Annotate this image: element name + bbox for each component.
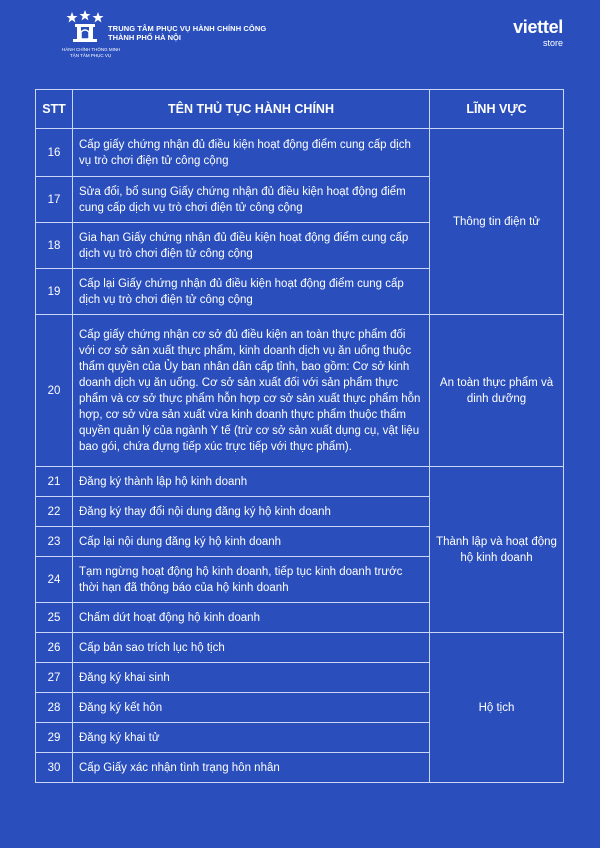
table-row [36, 633, 564, 663]
row-number: 17 [36, 177, 73, 223]
procedure-name: Cấp giấy chứng nhận đủ điều kiện hoạt động điểm cung cấp dịch vụ trò chơi điện tử công cộng [73, 129, 430, 177]
org-name-line1: TRUNG TÂM PHỤC VỤ HÀNH CHÍNH CÔNG [108, 24, 267, 33]
tagline-line1: HÀNH CHÍNH THÔNG MINH [62, 47, 121, 52]
table-header-row [36, 90, 564, 129]
procedure-name: Cấp Giấy xác nhận tình trạng hôn nhân [73, 753, 430, 783]
procedure-name: Đăng ký khai tử [73, 723, 430, 753]
tagline-line2: TẬN TÂM PHỤC VỤ [70, 53, 112, 58]
procedure-name: Cấp giấy chứng nhận cơ sở đủ điều kiện an toàn thực phẩm đối với cơ sở sản xuất thực phẩm, kinh doanh dịch vụ ăn uống thuộc thẩm quyền của Ủy ban nhân dân cấp tỉnh, bao gồm: Cơ sở kinh doanh dịch vụ ăn uống. Cơ sở sản xuất đối với sản phẩm thực phẩm và cơ sở thực phẩm hỗn hợp cơ sở sản xuất thực phẩm hỗn hợp, cơ sở vừa sản xuất vừa kinh doanh thực phẩm thuộc thẩm quyền quản lý của ngành Y tế (trừ cơ sở sản xuất dụng cụ, vật liệu bao gói, chứa đựng tiếp xúc trực tiếp với thực phẩm). [73, 315, 430, 467]
row-number: 29 [36, 723, 73, 753]
org-name-line2: THÀNH PHỐ HÀ NỘI [108, 33, 181, 42]
row-number: 30 [36, 753, 73, 783]
row-number: 21 [36, 467, 73, 497]
row-number: 25 [36, 603, 73, 633]
header-procedure-name: TÊN THỦ TỤC HÀNH CHÍNH [73, 90, 430, 129]
procedure-name: Gia hạn Giấy chứng nhận đủ điều kiện hoạt động điểm cung cấp dịch vụ trò chơi điện tử công cộng [73, 223, 430, 269]
procedure-name: Đăng ký khai sinh [73, 663, 430, 693]
procedure-name: Đăng ký thành lập hộ kinh doanh [73, 467, 430, 497]
table-row [36, 467, 564, 497]
field-cell: Hộ tịch [430, 633, 564, 783]
procedure-name: Đăng ký thay đổi nội dung đăng ký hộ kinh doanh [73, 497, 430, 527]
page-header [0, 0, 600, 80]
brand-sub: store [542, 38, 563, 48]
row-number: 22 [36, 497, 73, 527]
row-number: 24 [36, 557, 73, 603]
row-number: 19 [36, 269, 73, 315]
procedure-name: Tạm ngừng hoạt động hộ kinh doanh, tiếp tục kinh doanh trước thời hạn đã thông báo của hộ kinh doanh [73, 557, 430, 603]
table-row [36, 129, 564, 177]
header-stt: STT [36, 90, 73, 129]
hanoi-public-service-emblem-icon [64, 10, 106, 44]
row-number: 28 [36, 693, 73, 723]
row-number: 16 [36, 129, 73, 177]
procedure-name: Cấp bản sao trích lục hộ tịch [73, 633, 430, 663]
row-number: 18 [36, 223, 73, 269]
row-number: 27 [36, 663, 73, 693]
procedure-name: Đăng ký kết hôn [73, 693, 430, 723]
procedure-name: Cấp lại Giấy chứng nhận đủ điều kiện hoạt động điểm cung cấp dịch vụ trò chơi điện tử công cộng [73, 269, 430, 315]
procedure-table [35, 89, 564, 783]
table-row [36, 315, 564, 467]
procedure-name: Cấp lại nội dung đăng ký hộ kinh doanh [73, 527, 430, 557]
field-cell: Thành lập và hoạt động hộ kinh doanh [430, 467, 564, 633]
procedure-name: Sửa đổi, bổ sung Giấy chứng nhận đủ điều kiện hoạt động điểm cung cấp dịch vụ trò chơi điện tử công cộng [73, 177, 430, 223]
field-cell: Thông tin điện tử [430, 129, 564, 315]
header-field: LĨNH VỰC [430, 90, 564, 129]
brand-name: viettel [513, 17, 563, 37]
row-number: 23 [36, 527, 73, 557]
brand-logo [513, 18, 563, 48]
procedure-name: Chấm dứt hoạt động hộ kinh doanh [73, 603, 430, 633]
row-number: 20 [36, 315, 73, 467]
row-number: 26 [36, 633, 73, 663]
field-cell: An toàn thực phẩm và dinh dưỡng [430, 315, 564, 467]
